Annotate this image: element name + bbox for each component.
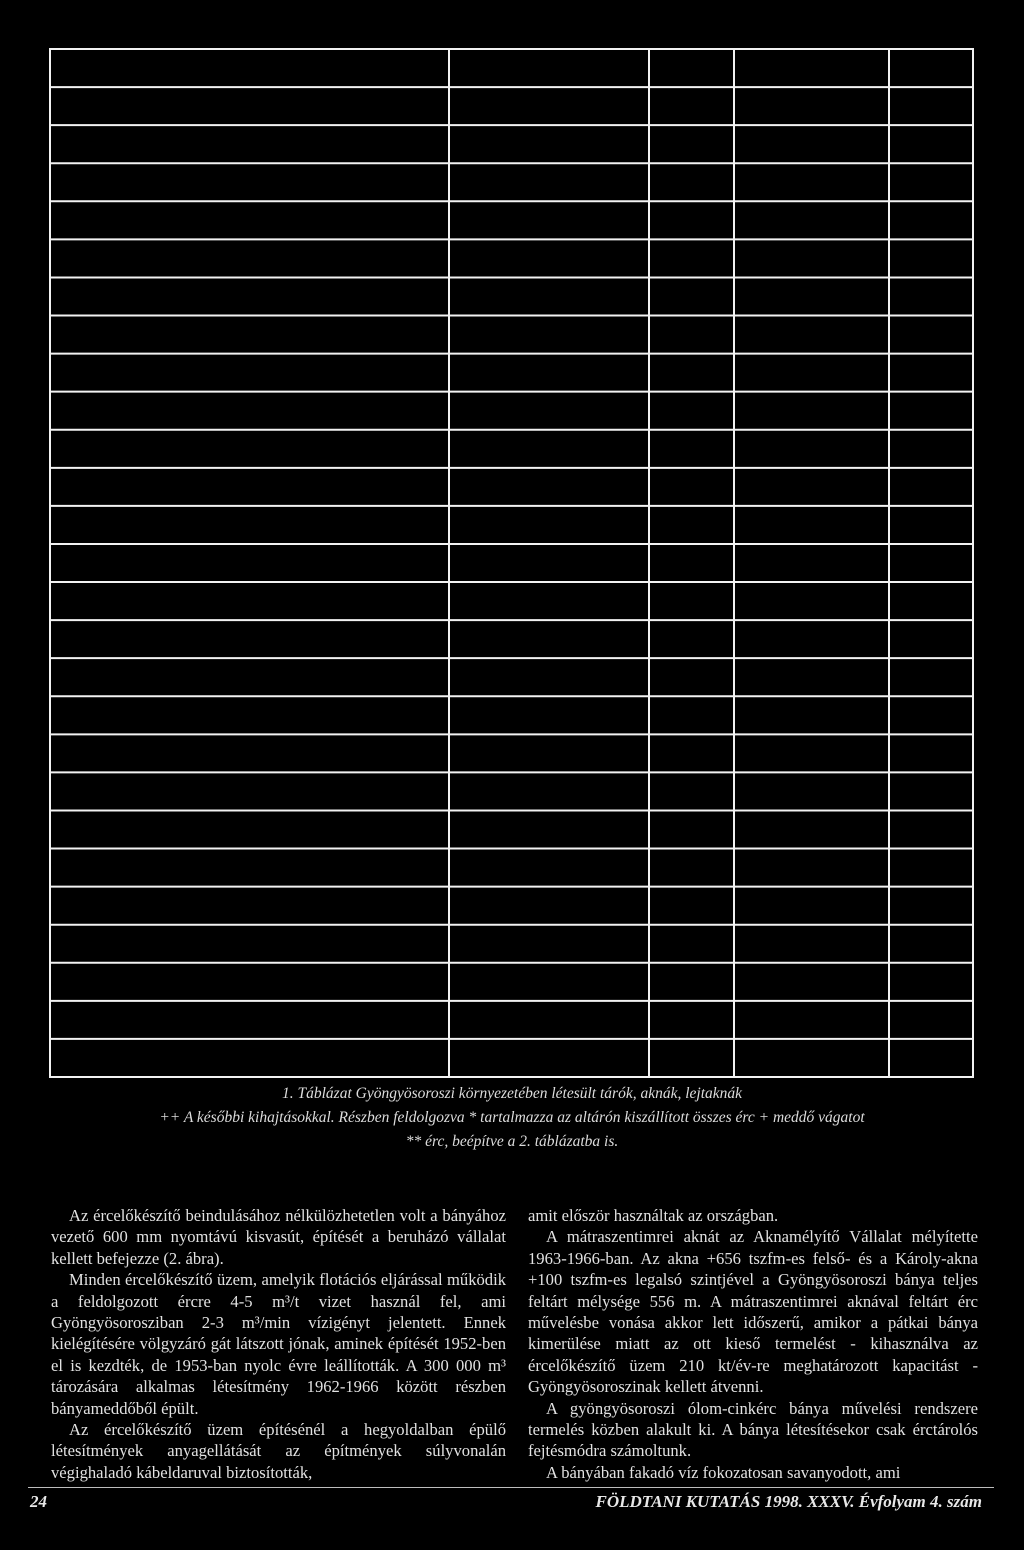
paragraph: A bányában fakadó víz fokozatosan savanyodott, ami bbox=[546, 1462, 901, 1482]
journal-title: FÖLDTANI KUTATÁS 1998. XXXV. Évfolyam 4. szám bbox=[595, 1492, 982, 1511]
left-text-column bbox=[51, 1205, 506, 1483]
right-text-column bbox=[528, 1205, 978, 1483]
page-number: 24 bbox=[30, 1492, 47, 1511]
footer-rule bbox=[28, 1487, 994, 1488]
table-caption-title: 1. Táblázat Gyöngyösoroszi környezetében létesült tárók, aknák, lejtaknák bbox=[281, 1085, 743, 1102]
data-table-grid bbox=[49, 48, 974, 1078]
table-caption-note-2: ** érc, beépítve a 2. táblázatba is. bbox=[405, 1133, 619, 1150]
table-caption-note: ++ A későbbi kihajtásokkal. Részben feldolgozva * tartalmazza az altárón kiszállított összes érc + meddő vágatot bbox=[159, 1109, 865, 1126]
paragraph: A gyöngyösoroszi ólom-cinkérc bánya művelési rendszere termelés közben alakult ki. A bánya létesítésekor csak érctárolós fejtésmódra számoltunk. bbox=[528, 1398, 978, 1461]
paragraph: Az ércelőkészítő beindulásához nélkülözhetetlen volt a bányához vezető 600 mm nyomtávú kisvasút, építését a beruházó vállalat kellett befejezze (2. ábra). bbox=[51, 1206, 506, 1268]
paragraph: Minden ércelőkészítő üzem, amelyik flotációs eljárással működik a feldolgozott ércre 4-5 m³/t vizet használ fel, ami Gyöngyösorosziban 2-3 m³/min vízigényt jelentett. Ennek kielégítésére völgyzáró gát látszott jónak, aminek építését 1952-ben el is kezdték, de 1953-ban nyolc évre leállították. A 300 000 m³ tározására alkalmas létesítmény 1962-1966 között részben bányameddőből épült. bbox=[51, 1270, 506, 1418]
paragraph: amit először használtak az országban. bbox=[528, 1206, 779, 1225]
paragraph: Az ércelőkészítő üzem építésénél a hegyoldalban épülő létesítmények anyagellátását az építmények súlyvonalán végighaladó kábeldaruval biztosították, bbox=[51, 1420, 506, 1482]
paragraph: A mátraszentimrei aknát az Aknamélyítő Vállalat mélyítette 1963-1966-ban. Az akna +656 tszfm-es felső- és a Károly-akna +100 tszfm-es legalsó szintjével a Gyöngyösoroszi bánya teljes feltárt mélysége 556 m. A mátraszentimrei aknával feltárt érc művelésbe vonása akkor lett időszerű, amikor a pátkai bánya kimerülése miatt az ott kieső termelést - kihasználva az ércelőkészítő üzem 210 kt/év-re meghatározott kapacitást - Gyöngyösoroszinak kellett átvenni. bbox=[528, 1227, 978, 1397]
